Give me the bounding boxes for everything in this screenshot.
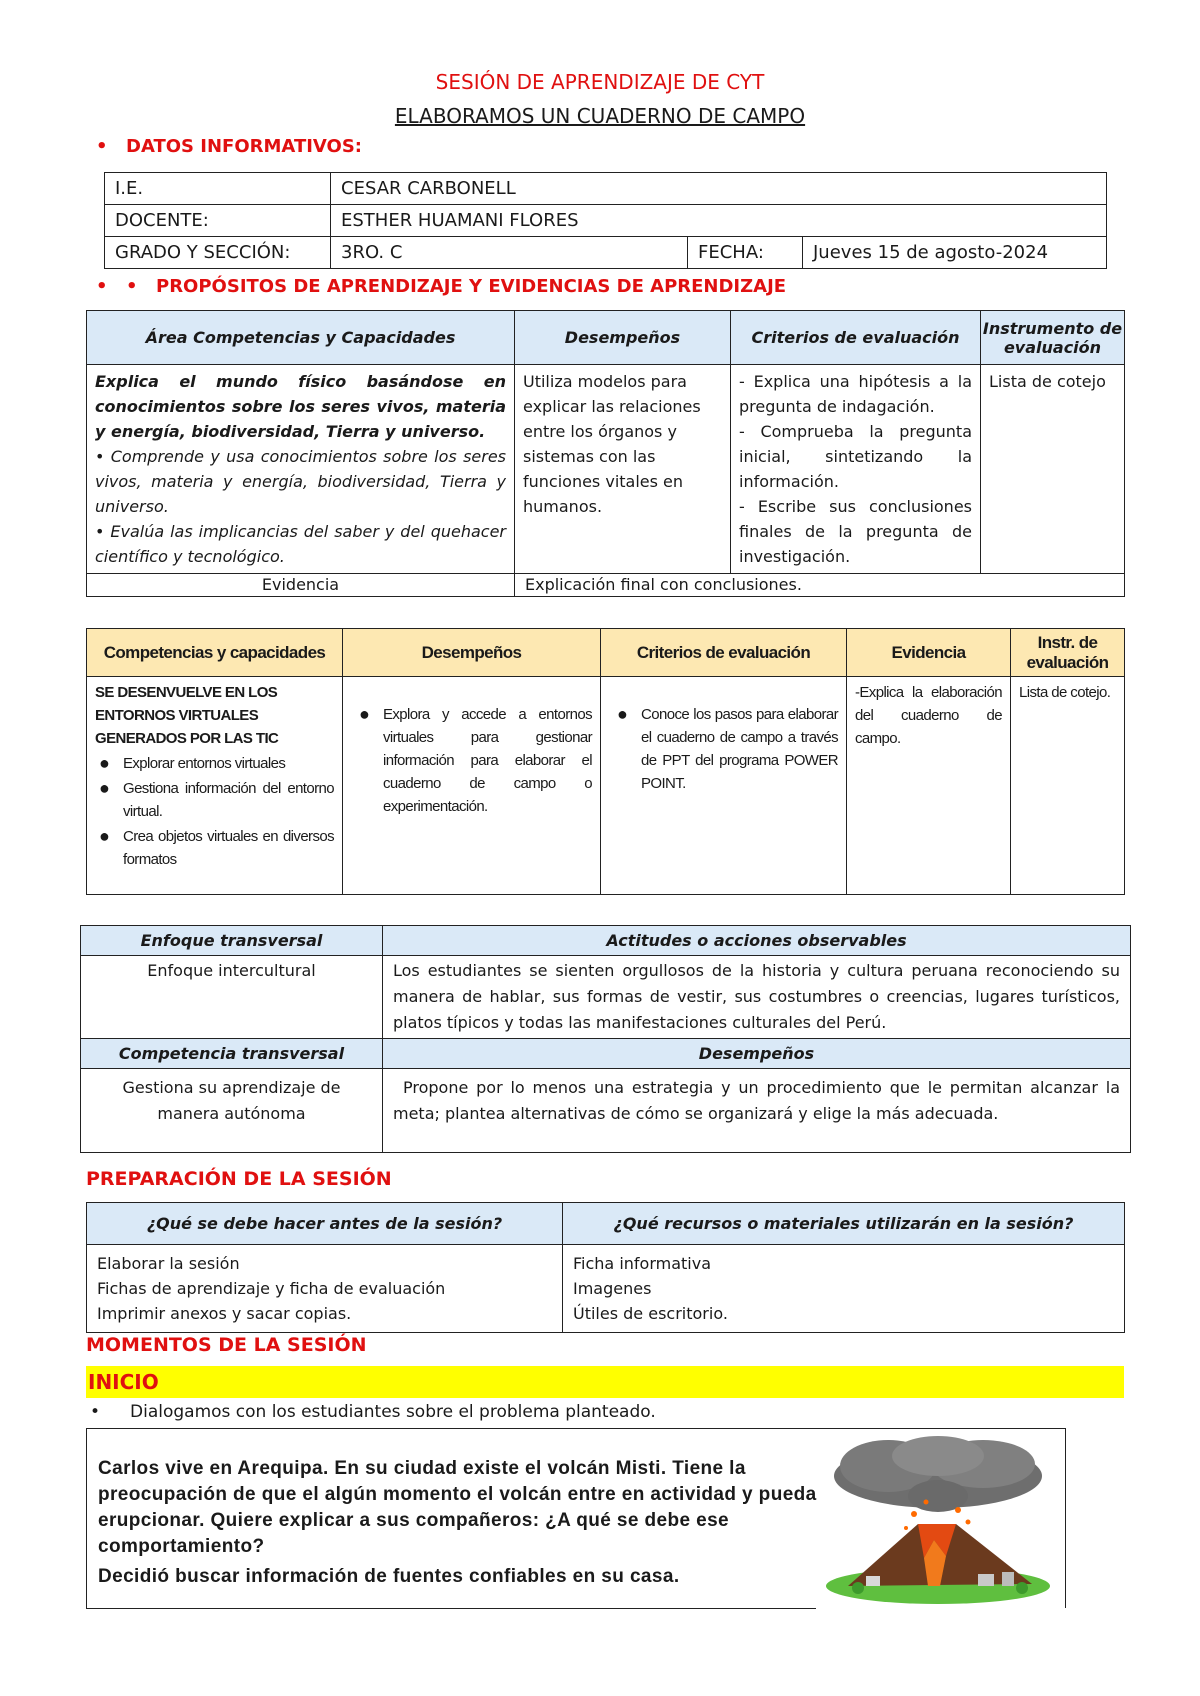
bullet-icon: •	[126, 276, 138, 297]
tic-criterio-item	[609, 703, 838, 795]
story-box-bottom-border	[86, 1608, 816, 1609]
prop-competencia: Explica el mundo físico basándose en conocimientos sobre los seres vivos, materia y energía, biodiversidad, Tierra y universo.	[95, 372, 506, 441]
enfoque-table	[80, 925, 1131, 1153]
tic-capacidad-1: Explorar entornos virtuales	[123, 755, 286, 772]
tic-capacidad-2: Gestiona información del entorno virtual.	[123, 780, 334, 820]
prop-header-criterios: Criterios de evaluación	[731, 311, 981, 365]
document-subtitle-text: ELABORAMOS UN CUADERNO DE CAMPO	[394, 104, 806, 128]
prop-header-area: Área Competencias y Capacidades	[87, 311, 515, 365]
prop-evidencia-label: Evidencia	[87, 574, 515, 597]
antes-item-2: Fichas de aprendizaje y ficha de evaluación	[97, 1279, 446, 1298]
preparacion-heading: PREPARACIÓN DE LA SESIÓN	[86, 1168, 392, 1190]
recursos-item-2: Imagenes	[573, 1279, 652, 1298]
tic-table	[86, 628, 1125, 895]
actitudes-header: Actitudes o acciones observables	[383, 926, 1131, 956]
ie-label: I.E.	[105, 173, 331, 205]
propositos-table	[86, 310, 1125, 597]
propositos-heading-text: PROPÓSITOS DE APRENDIZAJE Y EVIDENCIAS DE APRENDIZAJE	[156, 276, 787, 297]
ie-value: CESAR CARBONELL	[331, 173, 1107, 205]
enfoque-header: Enfoque transversal	[81, 926, 383, 956]
smoke-cloud-icon	[834, 1436, 1042, 1512]
story-paragraph-1: Carlos vive en Arequipa. En su ciudad existe el volcán Misti. Tiene la preocupación de que el algún momento el volcán entre en actividad y pueda erupcionar. Quiere explicar a sus compañeros: ¿A qué se debe ese comportamiento?	[98, 1458, 817, 1557]
tic-header-criterios: Criterios de evaluación	[601, 629, 847, 677]
datos-heading	[96, 136, 362, 157]
prop-competencia-cell	[87, 365, 515, 574]
inicio-item-text: Dialogamos con los estudiantes sobre el problema planteado.	[130, 1402, 656, 1422]
bullet-icon: ●	[99, 753, 110, 773]
recursos-header: ¿Qué recursos o materiales utilizarán en la sesión?	[563, 1203, 1125, 1245]
antes-header: ¿Qué se debe hacer antes de la sesión?	[87, 1203, 563, 1245]
recursos-item-3: Útiles de escritorio.	[573, 1304, 728, 1323]
propositos-heading	[96, 276, 786, 297]
desempenos-header: Desempeños	[383, 1039, 1131, 1069]
volcano-illustration	[818, 1436, 1058, 1606]
bullet-icon: ●	[99, 778, 110, 798]
antes-item-1: Elaborar la sesión	[97, 1254, 240, 1273]
docente-label: DOCENTE:	[105, 205, 331, 237]
document-title: SESIÓN DE APRENDIZAJE DE CYT	[435, 70, 765, 94]
story-text	[98, 1456, 818, 1590]
prop-criterios-cell	[731, 365, 981, 574]
antes-item-3: Imprimir anexos y sacar copias.	[97, 1304, 352, 1323]
prop-desempeno: Utiliza modelos para explicar las relaciones entre los órganos y sistemas con las funciones vitales en humanos.	[515, 365, 731, 574]
tic-capacidad-3: Crea objetos virtuales en diversos formatos	[123, 828, 334, 868]
tic-instrumento: Lista de cotejo.	[1011, 677, 1125, 895]
tic-competencia: SE DESENVUELVE EN LOS ENTORNOS VIRTUALES GENERADOS POR LAS TIC	[95, 684, 279, 747]
prop-header-desempenos: Desempeños	[515, 311, 731, 365]
desempenos-value: Propone por lo menos una estrategia y un procedimiento que le permitan alcanzar la meta; plantea alternativas de cómo se organizará y elige la más adecuada.	[383, 1069, 1131, 1153]
fecha-value: Jueves 15 de agosto-2024	[803, 237, 1107, 269]
document-subtitle	[0, 104, 1200, 128]
actitudes-value: Los estudiantes se sienten orgullosos de la historia y cultura peruana reconociendo su manera de hablar, sus formas de vestir, sus costumbres o creencias, lugares turísticos, platos típicos y todas las manifestaciones culturales del Perú.	[383, 956, 1131, 1039]
prop-instrumento: Lista de cotejo	[981, 365, 1125, 574]
recursos-cell	[563, 1245, 1125, 1333]
story-paragraph-2: Decidió buscar información de fuentes confiables en su casa.	[98, 1566, 680, 1587]
tic-competencia-cell	[87, 677, 343, 895]
datos-heading-text: DATOS INFORMATIVOS:	[126, 136, 363, 157]
datos-table	[104, 172, 1107, 269]
bullet-icon: ●	[359, 704, 370, 724]
recursos-item-1: Ficha informativa	[573, 1254, 711, 1273]
inicio-item	[90, 1402, 656, 1422]
bullet-icon: ●	[99, 826, 110, 846]
bullet-icon: •	[96, 276, 108, 297]
tic-desempeno: Explora y accede a entornos virtuales para gestionar información para elaborar el cuaderno de campo o experimentación.	[383, 706, 592, 815]
grado-value: 3RO. C	[331, 237, 688, 269]
tic-capacidad-item	[95, 777, 334, 823]
bullet-icon: ●	[617, 704, 628, 724]
docente-value: ESTHER HUAMANI FLORES	[331, 205, 1107, 237]
antes-cell	[87, 1245, 563, 1333]
tic-criterio-cell	[601, 677, 847, 895]
grado-label: GRADO Y SECCIÓN:	[105, 237, 331, 269]
tic-header-instrumento: Instr. de evaluación	[1011, 629, 1125, 677]
competencia-transversal-header: Competencia transversal	[81, 1039, 383, 1069]
prop-capacidad-2: • Evalúa las implicancias del saber y del quehacer científico y tecnológico.	[95, 522, 506, 566]
preparacion-table	[86, 1202, 1125, 1333]
momentos-heading: MOMENTOS DE LA SESIÓN	[86, 1334, 367, 1356]
tic-criterio: Conoce los pasos para elaborar el cuaderno de campo a través de PPT del programa POWER POINT.	[641, 706, 838, 792]
prop-criterio-1: - Explica una hipótesis a la pregunta de indagación.	[739, 372, 972, 416]
prop-criterio-3: - Escribe sus conclusiones finales de la pregunta de investigación.	[739, 497, 972, 566]
inicio-banner: INICIO	[86, 1366, 1124, 1398]
tic-header-desempenos: Desempeños	[343, 629, 601, 677]
tic-desempeno-cell	[343, 677, 601, 895]
prop-capacidad-1: • Comprende y usa conocimientos sobre los seres vivos, materia y energía, biodiversidad, Tierra y universo.	[95, 447, 506, 516]
prop-header-instrumento: Instrumento de evaluación	[981, 311, 1125, 365]
bullet-icon: •	[90, 1402, 101, 1422]
bullet-icon: •	[96, 136, 108, 157]
prop-criterio-2: - Comprueba la pregunta inicial, sintetizando la información.	[739, 422, 972, 491]
tic-header-evidencia: Evidencia	[847, 629, 1011, 677]
enfoque-value: Enfoque intercultural	[81, 956, 383, 1039]
fecha-label: FECHA:	[688, 237, 803, 269]
tic-capacidad-item	[95, 752, 334, 775]
tic-desempeno-item	[351, 703, 592, 818]
prop-evidencia-value: Explicación final con conclusiones.	[515, 574, 1125, 597]
tic-evidencia: -Explica la elaboración del cuaderno de campo.	[847, 677, 1011, 895]
tic-capacidad-item	[95, 825, 334, 871]
tic-header-competencias: Competencias y capacidades	[87, 629, 343, 677]
competencia-transversal-value: Gestiona su aprendizaje de manera autónoma	[81, 1069, 383, 1153]
